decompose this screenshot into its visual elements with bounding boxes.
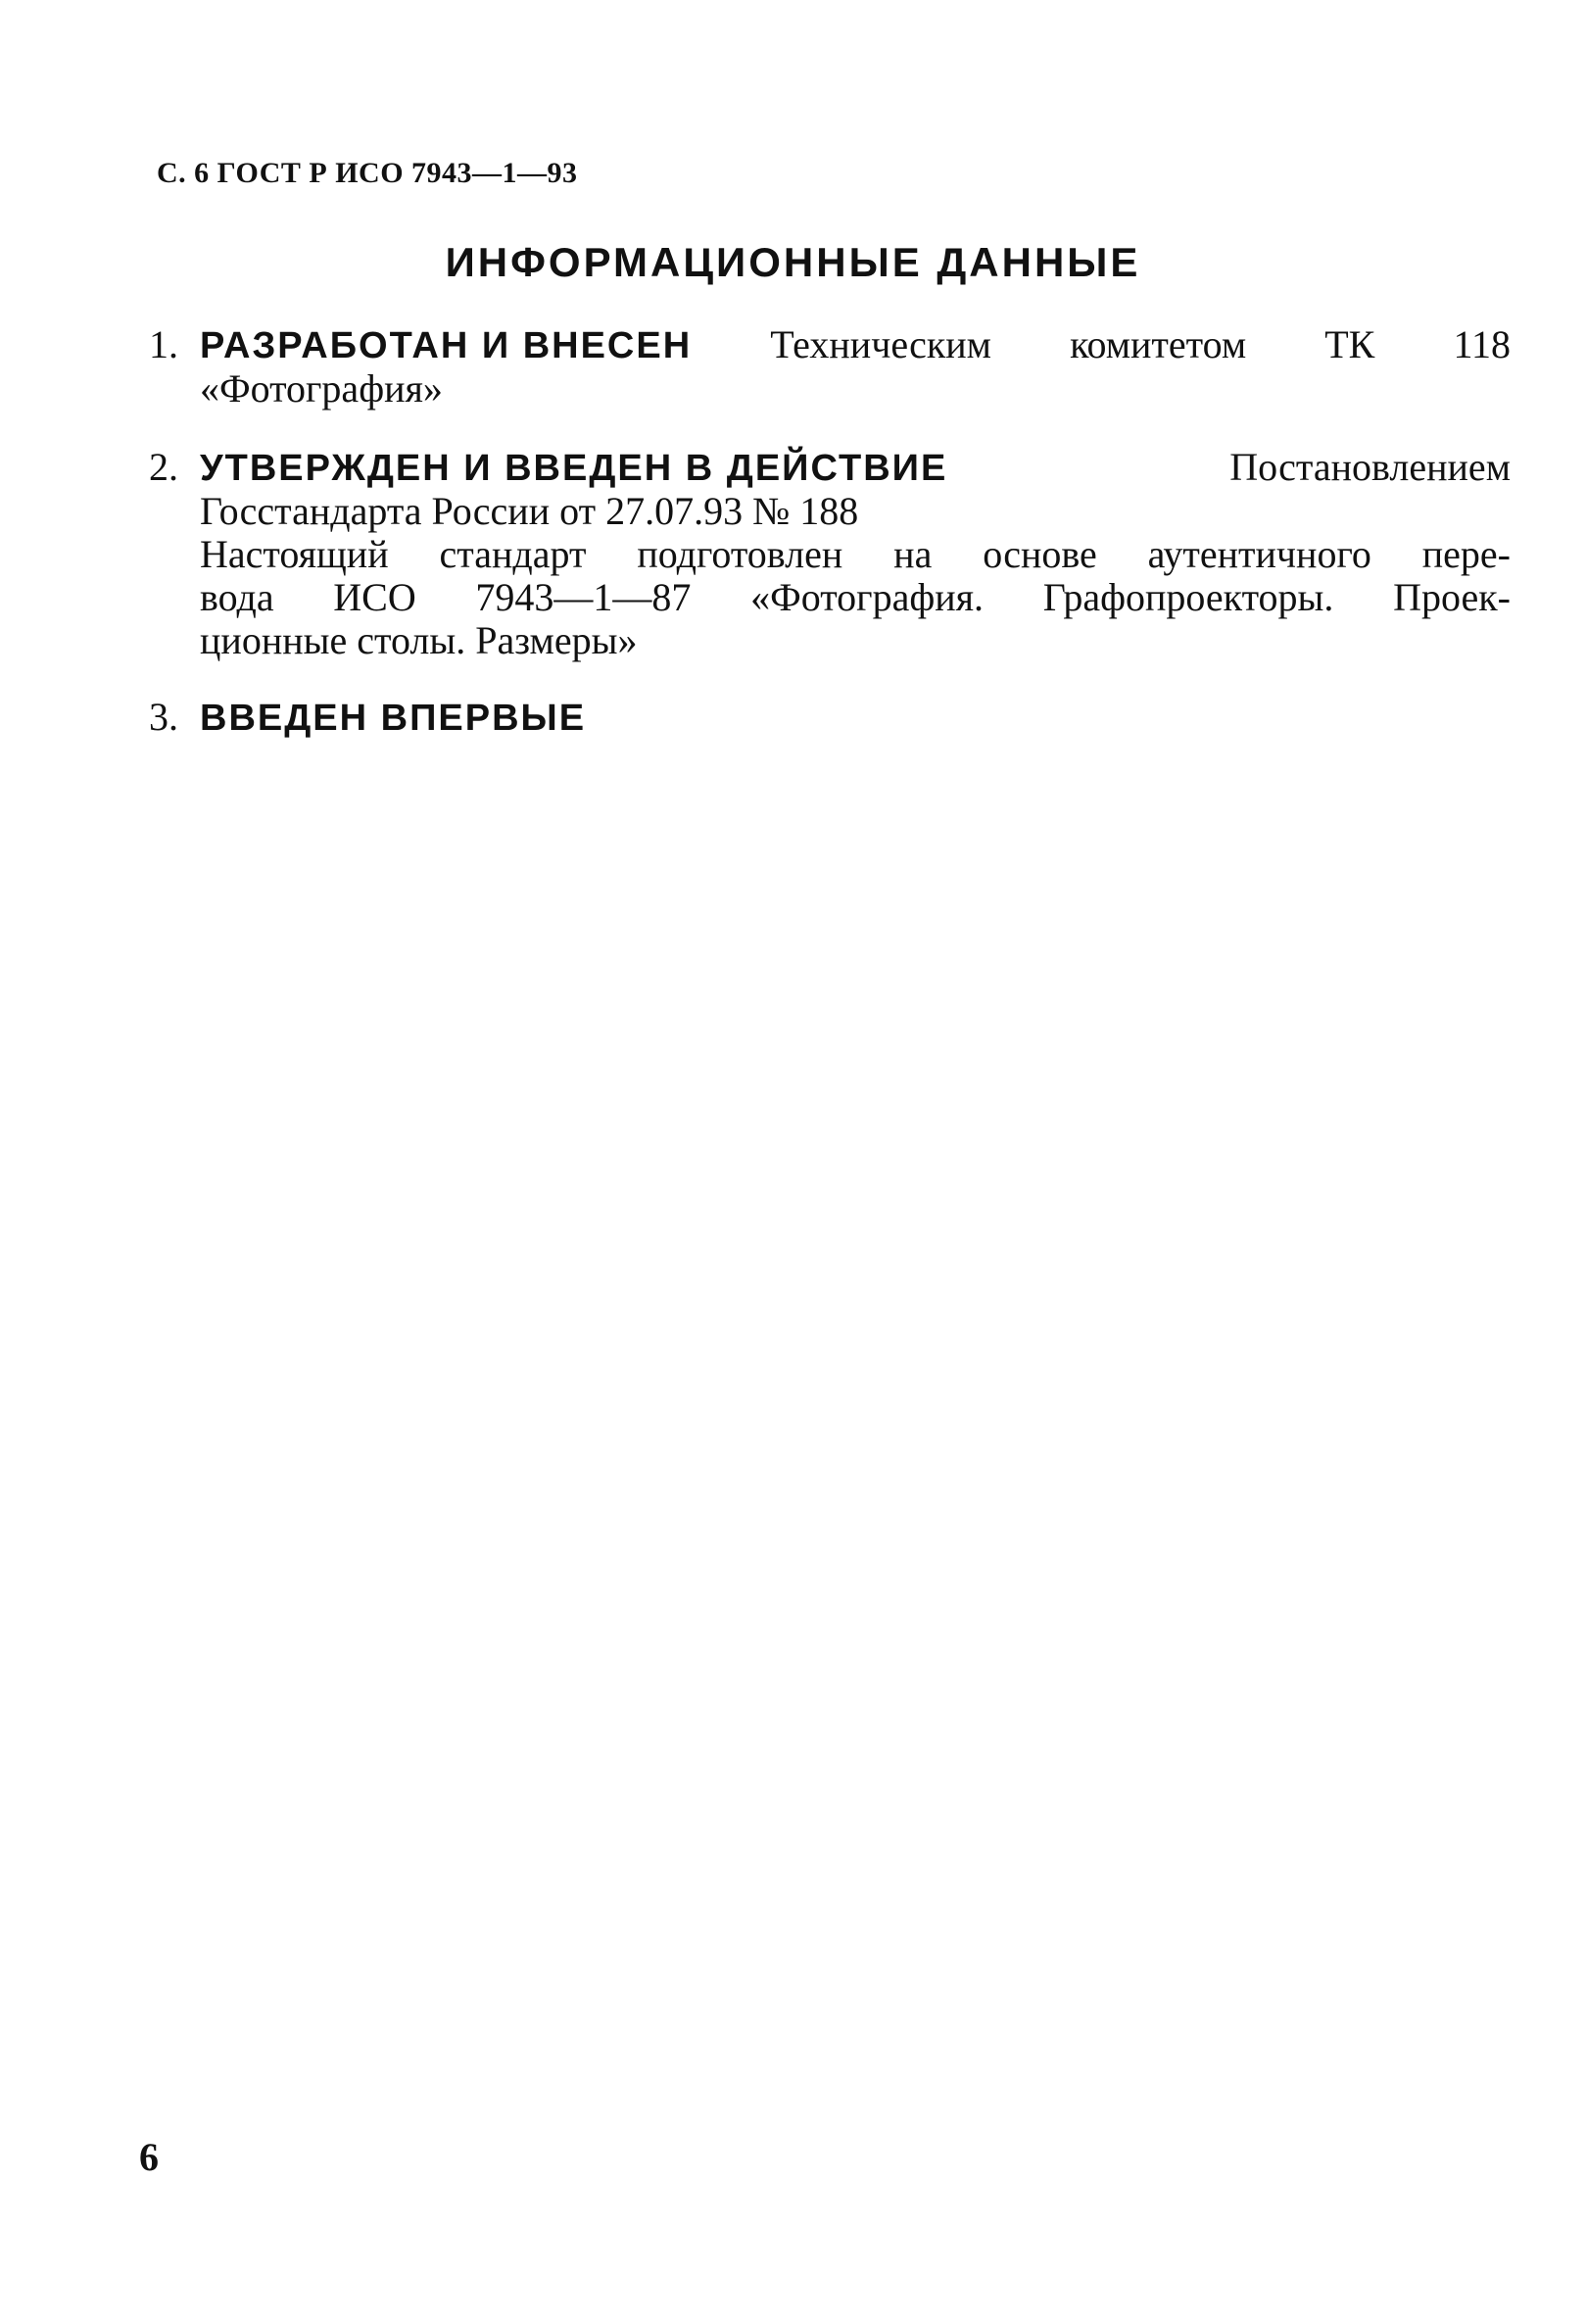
- info-item-3: [149, 696, 1511, 740]
- info-item-2-heading: [149, 446, 947, 490]
- info-item-2-line-2: Госстандарта России от 27.07.93 № 188: [200, 489, 859, 533]
- item-word: 118: [1453, 322, 1511, 366]
- info-item-3-line-1: [149, 696, 1511, 740]
- info-item-1-line-1: [149, 323, 1511, 367]
- info-item-3-heading: [149, 696, 586, 740]
- item-lead: УТВЕРЖДЕН И ВВЕДЕН В ДЕЙСТВИЕ: [200, 448, 948, 489]
- info-item-1-line-2: «Фотография»: [200, 366, 443, 411]
- item-number: 3.: [149, 695, 178, 739]
- item-lead: РАЗРАБОТАН И ВНЕСЕН: [200, 325, 693, 366]
- item-number: 1.: [149, 322, 178, 366]
- info-item-1-heading: [149, 323, 692, 367]
- item-lead: ВВЕДЕН ВПЕРВЫЕ: [200, 698, 587, 739]
- info-item-2-line-3: Настоящий стандарт подготовлен на основе аутентичного пере-: [200, 532, 1511, 576]
- item-word: ТК: [1324, 322, 1375, 366]
- item-word: Постановлением: [1229, 445, 1511, 489]
- info-item-2: [149, 446, 1511, 662]
- item-word: Техническим: [770, 322, 991, 366]
- section-title: ИНФОРМАЦИОННЫЕ ДАННЫЕ: [445, 239, 1141, 285]
- info-item-2-line-1: [149, 446, 1511, 490]
- item-number: 2.: [149, 445, 178, 489]
- info-item-2-line-4: вода ИСО 7943—1—87 «Фотография. Графопроекторы. Проек-: [200, 575, 1511, 619]
- info-item-2-line-5: ционные столы. Размеры»: [200, 618, 638, 662]
- item-word: комитетом: [1070, 322, 1247, 366]
- page-number: 6: [139, 2135, 159, 2179]
- info-item-1: [149, 323, 1511, 411]
- running-header: С. 6 ГОСТ Р ИСО 7943—1—93: [157, 157, 578, 189]
